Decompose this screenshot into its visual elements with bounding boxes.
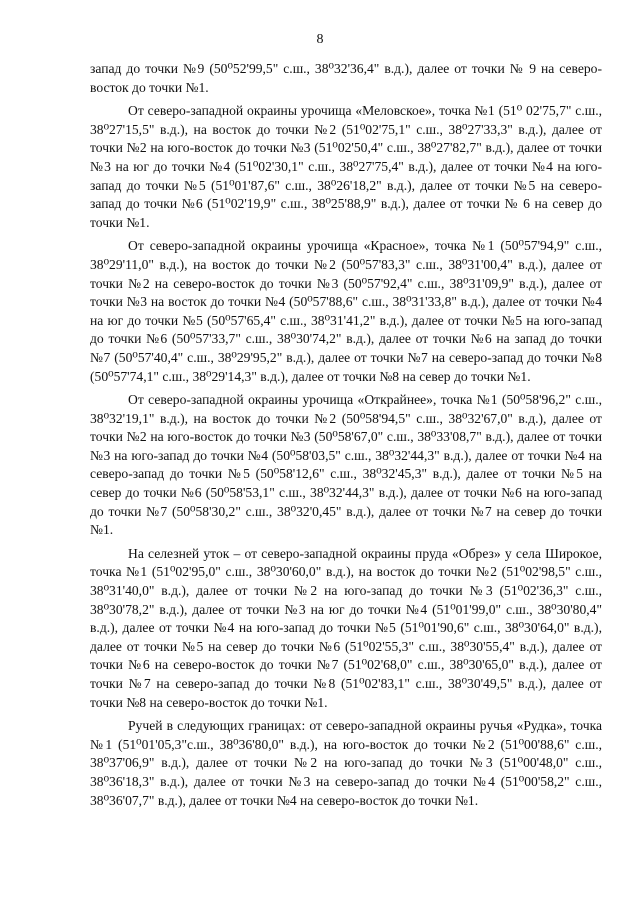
document-body [90,60,602,810]
paragraph-continuation: запад до точки №9 (50⁰52'99,5" с.ш., 38⁰32'36,4" в.д.), далее от точки № 9 на северо-восток до точки №1. [90,61,602,95]
page-number: 8 [316,32,324,47]
paragraph-melovskoe: От северо-западной окраины урочища «Меловское», точка №1 (51⁰ 02'75,7" с.ш., 38⁰27'15,5" в.д.), на восток до точки №2 (51⁰02'75,1" с.ш., 38⁰27'33,3" в.д.), далее от точки №2 на юго-восток до точки №3 (51⁰02'50,4" с.ш., 38⁰27'82,7" в.д.), далее от точки №3 на юг до точки №4 (51⁰02'30,1" с.ш., 38⁰27'75,4" в.д.), далее от точки №4 на юго-запад до точки №5 (51⁰01'87,6" с.ш., 38⁰26'18,2" в.д.), далее от точки №5 на северо-запад до точки №6 (51⁰02'19,9" с.ш., 38⁰25'88,9" в.д.), далее от точки № 6 на север до точки №1. [90,103,602,230]
paragraph-krasnoe: От северо-западной окраины урочища «Красное», точка №1 (50⁰57'94,9" с.ш., 38⁰29'11,0" в.д.), на восток до точки №2 (50⁰57'83,3" с.ш., 38⁰31'00,4" в.д.), далее от точки №2 на северо-восток до точки №3 (50⁰57'92,4" с.ш., 38⁰31'09,9" в.д.), далее от точки №3 на восток до точки №4 (50⁰57'88,6" с.ш., 38⁰31'33,8" в.д.), далее от точки №4 на юг до точки №5 (50⁰57'65,4" с.ш., 38⁰31'41,2" в.д.), далее от точки №5 на юго-запад до точки №6 (50⁰57'33,7" с.ш., 38⁰30'74,2" в.д.), далее от точки №6 на запад до точки №7 (50⁰57'40,4" с.ш., 38⁰29'95,2" в.д.), далее от точки №7 на северо-запад до точки №8 (50⁰57'74,1" с.ш., 38⁰29'14,3" в.д.), далее от точки №8 на север до точки №1. [90,238,602,384]
paragraph-otkraynee: От северо-западной окраины урочища «Открайнее», точка №1 (50⁰58'96,2" с.ш., 38⁰32'19,1" в.д.), на восток до точки №2 (50⁰58'94,5" с.ш., 38⁰32'67,0" в.д.), далее от точки №2 на юго-восток до точки №3 (50⁰58'67,0" с.ш., 38⁰33'08,7" в.д.), далее от точки №3 на юго-запад до точки №4 (50⁰58'03,5" с.ш., 38⁰32'44,3" в.д.), далее от точки №4 на северо-запад до точки №5 (50⁰58'12,6" с.ш., 38⁰32'45,3" в.д.), далее от точки №5 на север до точки №6 (50⁰58'53,1" с.ш., 38⁰32'44,3" в.д.), далее от точки №6 на юго-запад до точки №7 (50⁰58'30,2" с.ш., 38⁰32'0,45" в.д.), далее от точки №7 на север до точки №1. [90,392,602,538]
paragraph-mallard-obrez-pond: На селезней уток – от северо-западной окраины пруда «Обрез» у села Широкое, точка №1 (51⁰02'95,0" с.ш., 38⁰30'60,0" в.д.), на восток до точки №2 (51⁰02'98,5" с.ш., 38⁰31'40,0" в.д.), далее от точки №2 на юго-запад до точки №3 (51⁰02'36,3" с.ш., 38⁰30'78,2" в.д.), далее от точки №3 на юг до точки №4 (51⁰01'99,0" с.ш., 38⁰30'80,4" в.д.), далее от точки №4 на юго-запад до точки №5 (51⁰01'90,6" с.ш., 38⁰30'64,0" в.д.), далее от точки №5 на север до точки №6 (51⁰02'55,3" с.ш., 38⁰30'55,4" в.д.), далее от точки №6 на северо-восток до точки №7 (51⁰02'68,0" с.ш., 38⁰30'65,0" в.д.), далее от точки №7 на северо-запад до точки №8 (51⁰02'83,1" с.ш., 38⁰30'49,5" в.д.), далее от точки №8 на северо-восток до точки №1. [90,545,602,710]
paragraph-rudka-stream: Ручей в следующих границах: от северо-западной окраины ручья «Рудка», точка №1 (51⁰01'05,3"с.ш., 38⁰36'80,0" в.д.), на юго-восток до точки №2 (51⁰00'88,6" с.ш., 38⁰37'06,9" в.д.), далее от точки №2 на юго-запад до точки №3 (51⁰00'48,0" с.ш., 38⁰36'18,3" в.д.), далее от точки №3 на северо-запад до точки №4 (51⁰00'58,2" с.ш., 38⁰36'07,7" в.д.), далее от точки №4 на северо-восток до точки №1. [90,718,602,808]
